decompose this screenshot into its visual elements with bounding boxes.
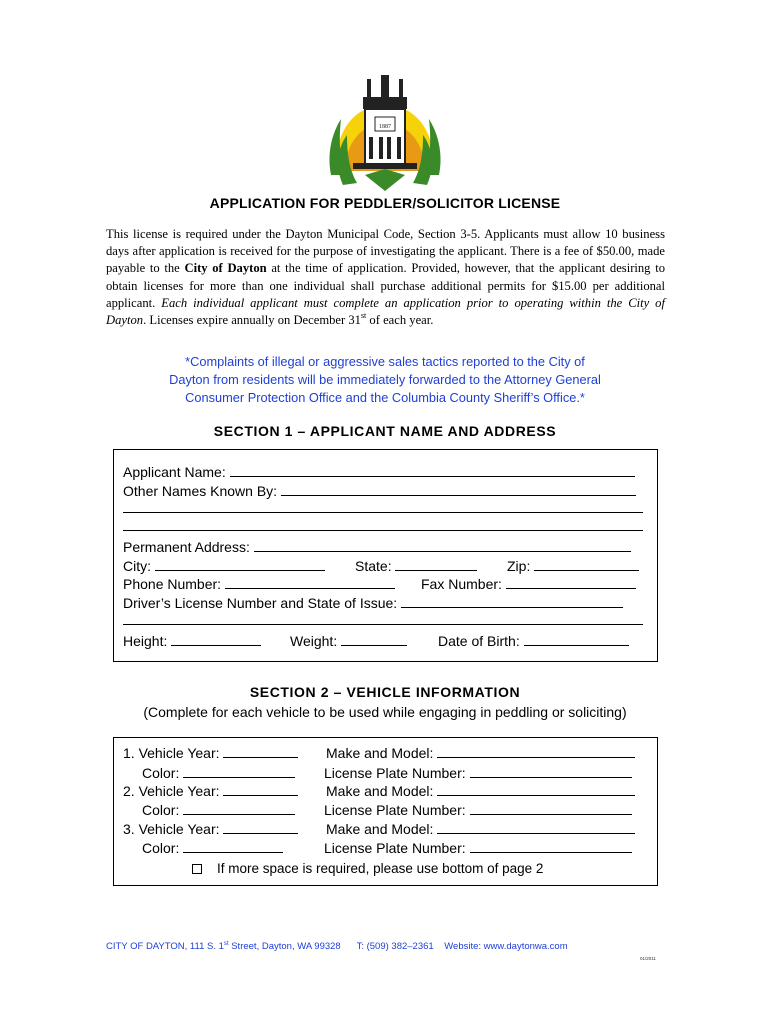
drivers-license-field[interactable] — [401, 594, 623, 608]
seal-year: 1887 — [379, 124, 391, 130]
complaint-line-3: Consumer Protection Office and the Columbia County Sheriff’s Office.* — [185, 390, 585, 405]
vehicle-2-year-label: 2. Vehicle Year: — [123, 783, 220, 799]
vehicle-1-plate-field[interactable] — [470, 764, 632, 778]
vehicle-3-make-field[interactable] — [437, 820, 635, 834]
footer-contact — [106, 941, 568, 952]
vehicle-3-plate-field[interactable] — [470, 839, 632, 853]
other-names-row — [123, 482, 636, 499]
section-2-subtitle: (Complete for each vehicle to be used while engaging in peddling or soliciting) — [143, 704, 627, 720]
footer-address-a: CITY OF DAYTON, 111 S. 1 — [106, 941, 224, 952]
vehicle-1-color-group — [142, 764, 295, 781]
vehicle-2-make-field[interactable] — [437, 782, 635, 796]
vehicle-3-color-field[interactable] — [183, 839, 283, 853]
vehicle-3-make-group — [326, 820, 635, 837]
complaint-notice — [0, 353, 770, 407]
zip-label-group — [507, 557, 639, 574]
vehicle-2-color-label: Color: — [142, 802, 180, 818]
state-label: State: — [355, 558, 392, 574]
weight-field[interactable] — [341, 632, 407, 646]
vehicle-1-make-group — [326, 744, 635, 761]
vehicle-3-make-label: Make and Model: — [326, 821, 434, 837]
intro-text-3: . Licenses expire annually on December 31 — [143, 313, 361, 328]
vehicle-2-color-group — [142, 801, 295, 818]
phone-field[interactable] — [225, 575, 395, 589]
revision-date: 01/2011 — [640, 956, 656, 961]
fax-label-group — [421, 575, 636, 592]
intro-bold: City of Dayton — [184, 261, 267, 276]
phone-label: Phone Number: — [123, 576, 222, 592]
permanent-address-label: Permanent Address: — [123, 539, 250, 555]
dob-field[interactable] — [524, 632, 629, 646]
vehicle-2-plate-field[interactable] — [470, 801, 632, 815]
city-label-group — [123, 557, 325, 574]
vehicle-2-color-field[interactable] — [183, 801, 295, 815]
vehicle-1-year-label: 1. Vehicle Year: — [123, 745, 220, 761]
other-names-label: Other Names Known By: — [123, 483, 278, 499]
drivers-license-label: Driver’s License Number and State of Issue: — [123, 595, 398, 611]
applicant-name-field[interactable] — [230, 463, 635, 477]
vehicle-2-plate-group — [324, 801, 632, 818]
complaint-line-1: *Complaints of illegal or aggressive sales tactics reported to the City of — [185, 354, 585, 369]
vehicle-1-year-group — [123, 744, 298, 761]
drivers-license-row — [123, 594, 623, 611]
city-seal-logo — [325, 75, 445, 193]
fax-label: Fax Number: — [421, 576, 502, 592]
permanent-address-field[interactable] — [254, 538, 631, 552]
applicant-name-label: Applicant Name: — [123, 464, 226, 480]
more-space-note: If more space is required, please use bottom of page 2 — [217, 861, 544, 876]
city-field[interactable] — [155, 557, 325, 571]
vehicle-3-plate-group — [324, 839, 632, 856]
other-names-field[interactable] — [281, 482, 636, 496]
height-label-group — [123, 632, 261, 649]
intro-text-2: at the time of application. Provided, however, that the applicant desiring to obtain licenses for more than one individual shall purchase additional permits for $15.00 per additional applicant. — [106, 261, 665, 310]
zip-label: Zip: — [507, 558, 531, 574]
permanent-address-row — [123, 538, 631, 555]
section-1-title: SECTION 1 – APPLICANT NAME AND ADDRESS — [213, 423, 557, 439]
vehicle-1-color-field[interactable] — [183, 764, 295, 778]
intro-sup: st — [360, 311, 367, 321]
height-field[interactable] — [171, 632, 261, 646]
state-field[interactable] — [395, 557, 477, 571]
phone-label-group — [123, 575, 395, 592]
city-label: City: — [123, 558, 151, 574]
vehicle-1-plate-label: License Plate Number: — [324, 765, 466, 781]
vehicle-3-year-label: 3. Vehicle Year: — [123, 821, 220, 837]
intro-text-1: This license is required under the Dayton Municipal Code, Section 3-5. Applicants must allow 10 business days after application is received for the purpose of investigating the applicant. There is a fee of $50.00, made payable to the — [106, 227, 665, 276]
vehicle-2-year-group — [123, 782, 298, 799]
fax-field[interactable] — [506, 575, 636, 589]
zip-field[interactable] — [534, 557, 639, 571]
footer-website[interactable]: Website: www.daytonwa.com — [444, 941, 568, 952]
footer-address-b: Street, Dayton, WA 99328 — [228, 941, 341, 952]
intro-text-4: of each year. — [366, 313, 434, 328]
drivers-license-line-2[interactable] — [123, 624, 643, 625]
dob-label: Date of Birth: — [438, 633, 520, 649]
vehicle-3-color-label: Color: — [142, 840, 180, 856]
state-label-group — [355, 557, 477, 574]
weight-label-group — [290, 632, 407, 649]
height-label: Height: — [123, 633, 168, 649]
other-names-line-3[interactable] — [123, 530, 643, 531]
vehicle-1-plate-group — [324, 764, 632, 781]
vehicle-3-color-group — [142, 839, 283, 856]
footer-address-sup: st — [223, 941, 229, 947]
vehicle-1-color-label: Color: — [142, 765, 180, 781]
vehicle-2-plate-label: License Plate Number: — [324, 802, 466, 818]
other-names-line-2[interactable] — [123, 512, 643, 513]
footer-phone: T: (509) 382–2361 — [356, 941, 434, 952]
vehicle-1-make-label: Make and Model: — [326, 745, 434, 761]
vehicle-2-make-group — [326, 782, 635, 799]
more-space-checkbox[interactable] — [192, 864, 202, 874]
applicant-name-row — [123, 463, 635, 480]
vehicle-1-make-field[interactable] — [437, 744, 635, 758]
page-title: APPLICATION FOR PEDDLER/SOLICITOR LICENSE — [209, 195, 561, 211]
section-2-title: SECTION 2 – VEHICLE INFORMATION — [249, 684, 521, 700]
vehicle-3-year-field[interactable] — [223, 820, 298, 834]
intro-italic: Each individual applicant must complete an application prior to operating within the City of Dayton — [106, 295, 665, 328]
vehicle-3-plate-label: License Plate Number: — [324, 840, 466, 856]
vehicle-3-year-group — [123, 820, 298, 837]
weight-label: Weight: — [290, 633, 338, 649]
complaint-line-2: Dayton from residents will be immediately forwarded to the Attorney General — [169, 372, 601, 387]
dob-label-group — [438, 632, 629, 649]
intro-paragraph — [106, 226, 665, 329]
vehicle-1-year-field[interactable] — [223, 744, 298, 758]
section-1-box — [113, 449, 658, 662]
vehicle-2-year-field[interactable] — [223, 782, 298, 796]
vehicle-2-make-label: Make and Model: — [326, 783, 434, 799]
